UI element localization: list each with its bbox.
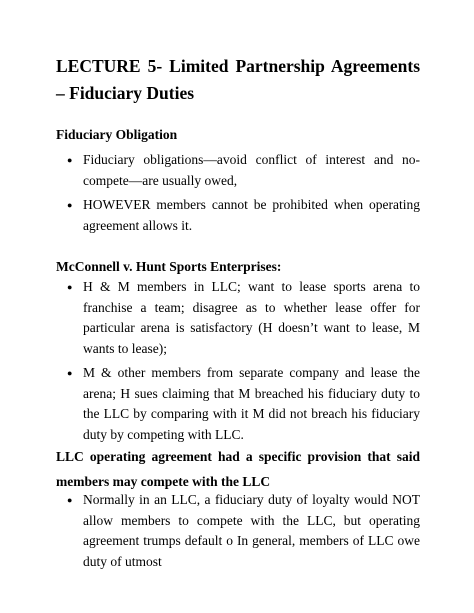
bullet-text: Normally in an LLC, a fiduciary duty of loyalty would NOT allow members to compete with the LLC, but operating agreement trumps default o In general, members of LLC owe duty of utmost xyxy=(83,492,420,569)
lecture-title: LECTURE 5- Limited Partnership Agreements – Fiduciary Duties xyxy=(56,56,420,103)
bullet-icon: ● xyxy=(67,368,73,378)
bullet-icon: ● xyxy=(67,200,73,210)
bullet-text: H & M members in LLC; want to lease sports arena to franchise a team; disagree as to whether lease offer for particular arena is satisfactory (H doesn’t want to lease, M wants to lease); xyxy=(83,279,420,356)
list-item xyxy=(56,195,420,236)
list-item xyxy=(56,277,420,359)
bullet-text: HOWEVER members cannot be prohibited when operating agreement allows it. xyxy=(83,197,420,233)
bullet-icon: ● xyxy=(67,495,73,505)
bullet-icon: ● xyxy=(67,282,73,292)
list-item xyxy=(56,363,420,445)
list-item xyxy=(56,150,420,191)
section-heading-fiduciary-obligation: Fiduciary Obligation xyxy=(56,127,178,142)
bullet-list-fiduciary-obligation xyxy=(56,150,420,240)
section-heading-mcconnell-case: McConnell v. Hunt Sports Enterprises: xyxy=(56,259,282,274)
bullet-icon: ● xyxy=(67,155,73,165)
list-item xyxy=(56,490,420,572)
section-heading-operating-agreement: LLC operating agreement had a specific provision that said members may compete with the LLC xyxy=(56,449,420,489)
bullet-list-operating-agreement xyxy=(56,490,420,576)
bullet-text: Fiduciary obligations—avoid conflict of interest and no-compete—are usually owed, xyxy=(83,152,420,188)
bullet-list-mcconnell-case xyxy=(56,277,420,449)
bullet-text: M & other members from separate company and lease the arena; H sues claiming that M breached his fiduciary duty to the LLC by comparing with it M did not breach his fiduciary duty by competing with LLC. xyxy=(83,365,420,442)
